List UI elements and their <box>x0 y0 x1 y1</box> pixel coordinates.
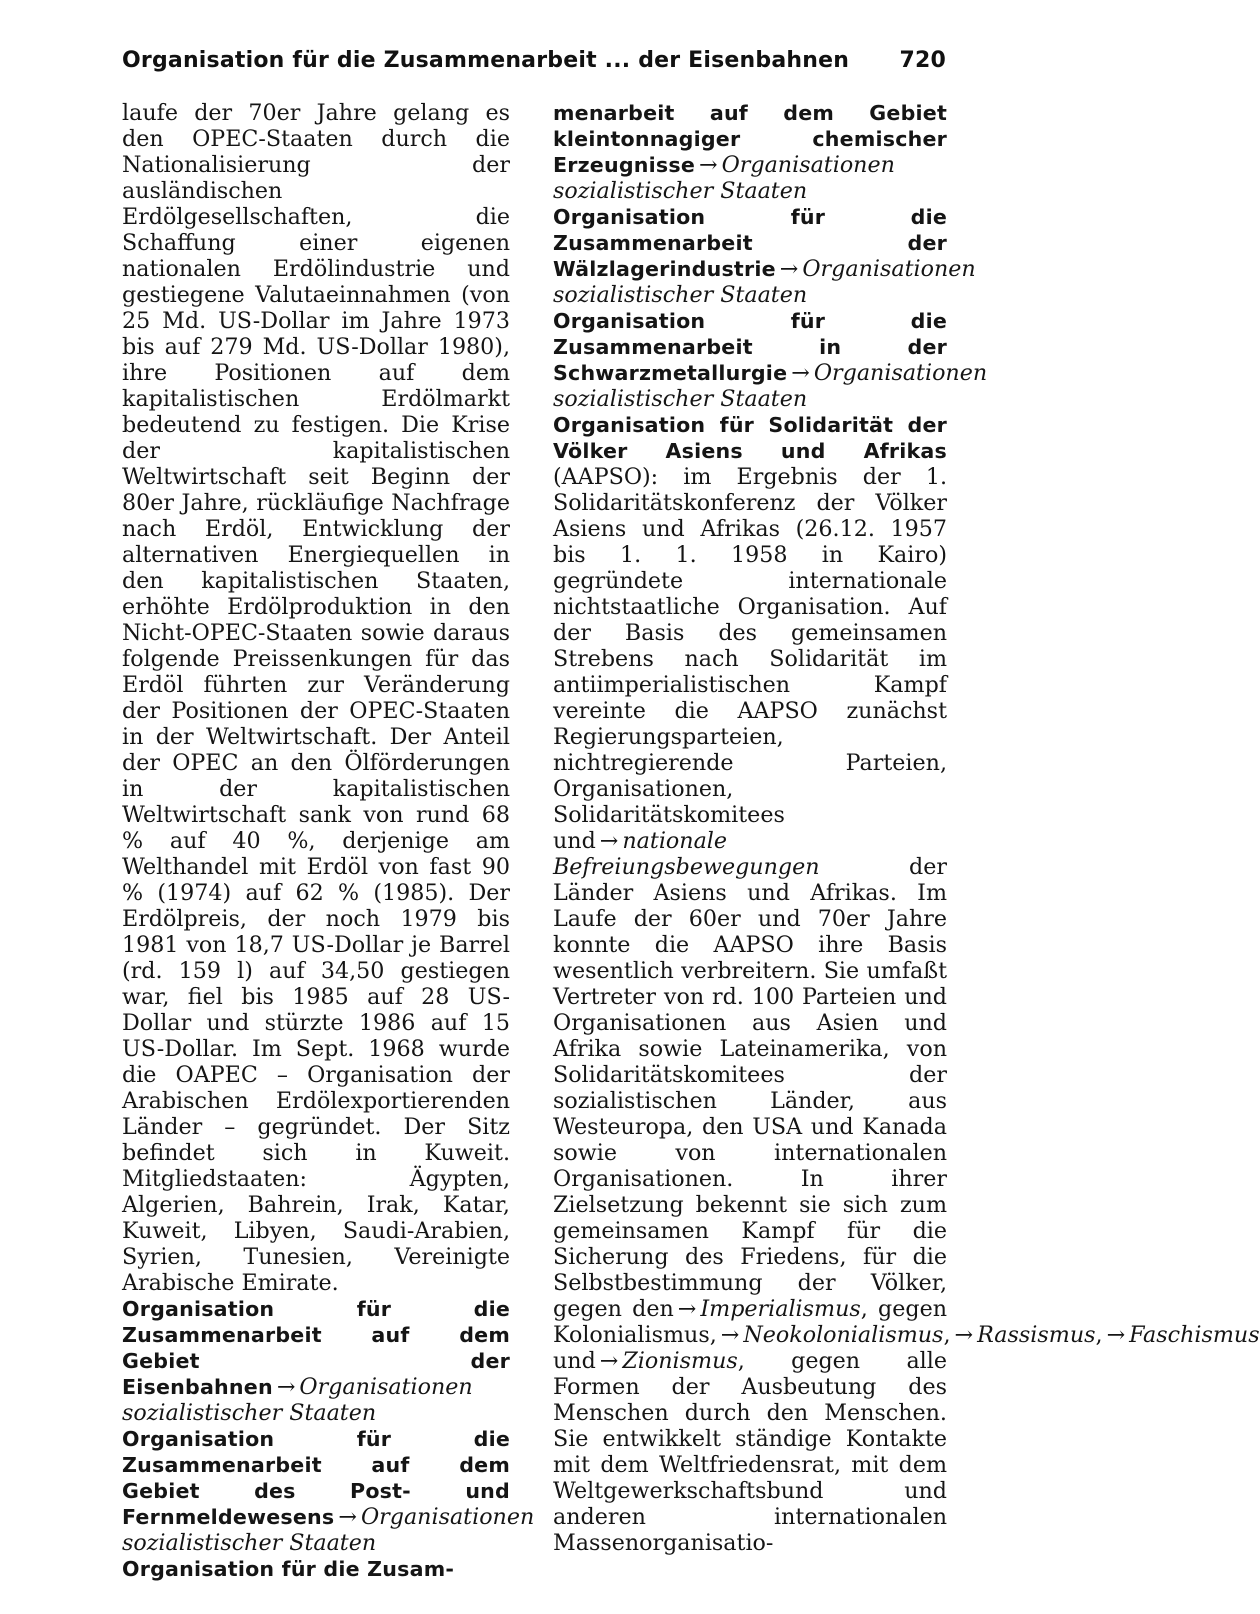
cross-reference: Neokolonialismus <box>743 1322 944 1348</box>
cross-reference: nationale Befreiungsbewegungen <box>553 828 820 880</box>
xref-arrow-icon: → <box>954 1322 974 1348</box>
xref-arrow-icon: → <box>720 1322 740 1348</box>
xref-arrow-icon: → <box>698 152 718 178</box>
xref-arrow-icon: → <box>677 1296 697 1322</box>
xref-arrow-icon: → <box>276 1374 296 1400</box>
cross-reference: Organisationen sozialistischer Staaten <box>122 1374 473 1426</box>
running-head <box>122 48 946 82</box>
right-column <box>553 100 1260 1600</box>
body-text: der Länder Asiens und Afrikas. Im Laufe der 60er und 70er Jahre konnte die AAPSO ihre Basis wesentlich verbreitern. Sie umfaßt Vertreter von rd. 100 Parteien und Organisationen aus Asien und Afrika sowie Lateinamerika, von Solidaritätskomitees der sozialistischen Länder, aus Westeuropa, den USA und Kanada sowie von internationalen Organisationen. In ihrer Zielsetzung bekennt sie sich zum gemeinsamen Kampf für die Sicherung des Friedens, für die Selbstbestimmung der Völker, gegen den <box>553 854 947 1322</box>
running-title: Organisation für die Zusammenarbeit ... der Eisenbahnen <box>122 48 850 73</box>
headword: Organisation für die Zusam- <box>122 1557 455 1581</box>
cross-reference: Imperialismus <box>700 1296 861 1322</box>
body-text: , gegen Kolonialismus, <box>553 1296 947 1348</box>
cross-reference: Rassismus <box>977 1322 1096 1348</box>
xref-arrow-icon: → <box>599 828 619 854</box>
cross-reference: Organisationen sozialistischer Staaten <box>553 360 988 412</box>
entry-chemie-end <box>553 100 947 204</box>
page-number: 720 <box>899 48 946 73</box>
headword: Organisation für die Zusammenarbeit auf dem Gebiet der Eisenbahnen <box>122 1297 510 1399</box>
xref-arrow-icon: → <box>791 360 810 386</box>
entry-eisenbahnen <box>122 1296 510 1426</box>
xref-arrow-icon: → <box>599 1348 619 1374</box>
entry-post <box>122 1426 535 1556</box>
cross-reference: Organisationen sozialistischer Staaten <box>122 1504 535 1556</box>
headword: Organisation für Solidarität der Völker Asiens und Afrikas <box>553 413 947 463</box>
headword: Organisation für die Zusammenarbeit der Wälzlagerindustrie <box>553 205 947 281</box>
entry-aapso <box>553 412 1260 1556</box>
cross-reference: Zionismus <box>622 1348 738 1374</box>
left-column <box>122 100 535 1600</box>
cross-reference: Organisationen sozialistischer Staaten <box>553 152 895 204</box>
body-text: , gegen alle Formen der Ausbeutung des Menschen durch den Menschen. Sie entwikkelt ständige Kontakte mit dem Weltfriedensrat, mit dem Weltgewerkschaftsbund und anderen internationalen Massenorganisatio- <box>553 1348 947 1556</box>
cross-reference: Faschismus <box>1129 1322 1260 1348</box>
body-text: , <box>943 1322 951 1348</box>
entry-schwarzmetall <box>553 308 988 412</box>
entry-waelzlager <box>553 204 976 308</box>
xref-arrow-icon: → <box>1106 1322 1126 1348</box>
body-text: , <box>1095 1322 1103 1348</box>
xref-arrow-icon: → <box>338 1504 357 1530</box>
headword: Organisation für die Zusammenarbeit auf dem Gebiet des Post- und Fernmeldewesens <box>122 1427 510 1529</box>
headword: menarbeit auf dem Gebiet kleintonnagiger chemischer Erzeugnisse <box>553 101 947 177</box>
xref-arrow-icon: → <box>779 256 799 282</box>
entry-chemie-start <box>122 1556 510 1582</box>
headword: Organisation für die Zusammenarbeit in der Schwarzmetallurgie <box>553 309 947 385</box>
opec-entry-continuation: laufe der 70er Jahre gelang es den OPEC-Staaten durch die Nationalisierung der ausländischen Erdölgesellschaften, die Schaffung einer eigenen nationalen Erdölindustrie und gestiegene Valutaeinnahmen (von 25 Md. US-Dollar im Jahre 1973 bis auf 279 Md. US-Dollar 1980), ihre Positionen auf dem kapitalistischen Erdölmarkt bedeutend zu festigen. Die Krise der kapitalistischen Weltwirtschaft seit Beginn der 80er Jahre, rückläufige Nachfrage nach Erdöl, Entwicklung der alternativen Energiequellen in den kapitalistischen Staaten, erhöhte Erdölproduktion in den Nicht-OPEC-Staaten sowie daraus folgende Preissenkungen für das Erdöl führten zur Veränderung der Positionen der OPEC-Staaten in der Weltwirtschaft. Der Anteil der OPEC an den Ölförderungen in der kapitalistischen Weltwirtschaft sank von rund 68 % auf 40 %, derjenige am Welthandel mit Erdöl von fast 90 % (1974) auf 62 % (1985). Der Erdölpreis, der noch 1979 bis 1981 von 18,7 US-Dollar je Barrel (rd. 159 l) auf 34,50 gestiegen war, fiel bis 1985 auf 28 US-Dollar und stürzte 1986 auf 15 US-Dollar. Im Sept. 1968 wurde die OAPEC – Organisation der Arabischen Erdölexportierenden Länder – gegründet. Der Sitz befindet sich in Kuweit. Mitgliedstaaten: Ägypten, Algerien, Bahrein, Irak, Katar, Kuweit, Libyen, Saudi-Arabien, Syrien, Tunesien, Vereinigte Arabische Emirate. <box>122 100 510 1296</box>
body-text: und <box>553 1348 596 1374</box>
cross-reference: Organisationen sozialistischer Staaten <box>553 256 976 308</box>
body-text: (AAPSO): im Ergebnis der 1. Solidaritätskonferenz der Völker Asiens und Afrikas (26.12. 1957 bis 1. 1. 1958 in Kairo) gegründete internationale nichtstaatliche Organisation. Auf der Basis des gemeinsamen Strebens nach Solidarität im antiimperialistischen Kampf vereinte die AAPSO zunächst Regierungsparteien, nichtregierende Parteien, Organisationen, Solidaritätskomitees und <box>553 464 947 854</box>
